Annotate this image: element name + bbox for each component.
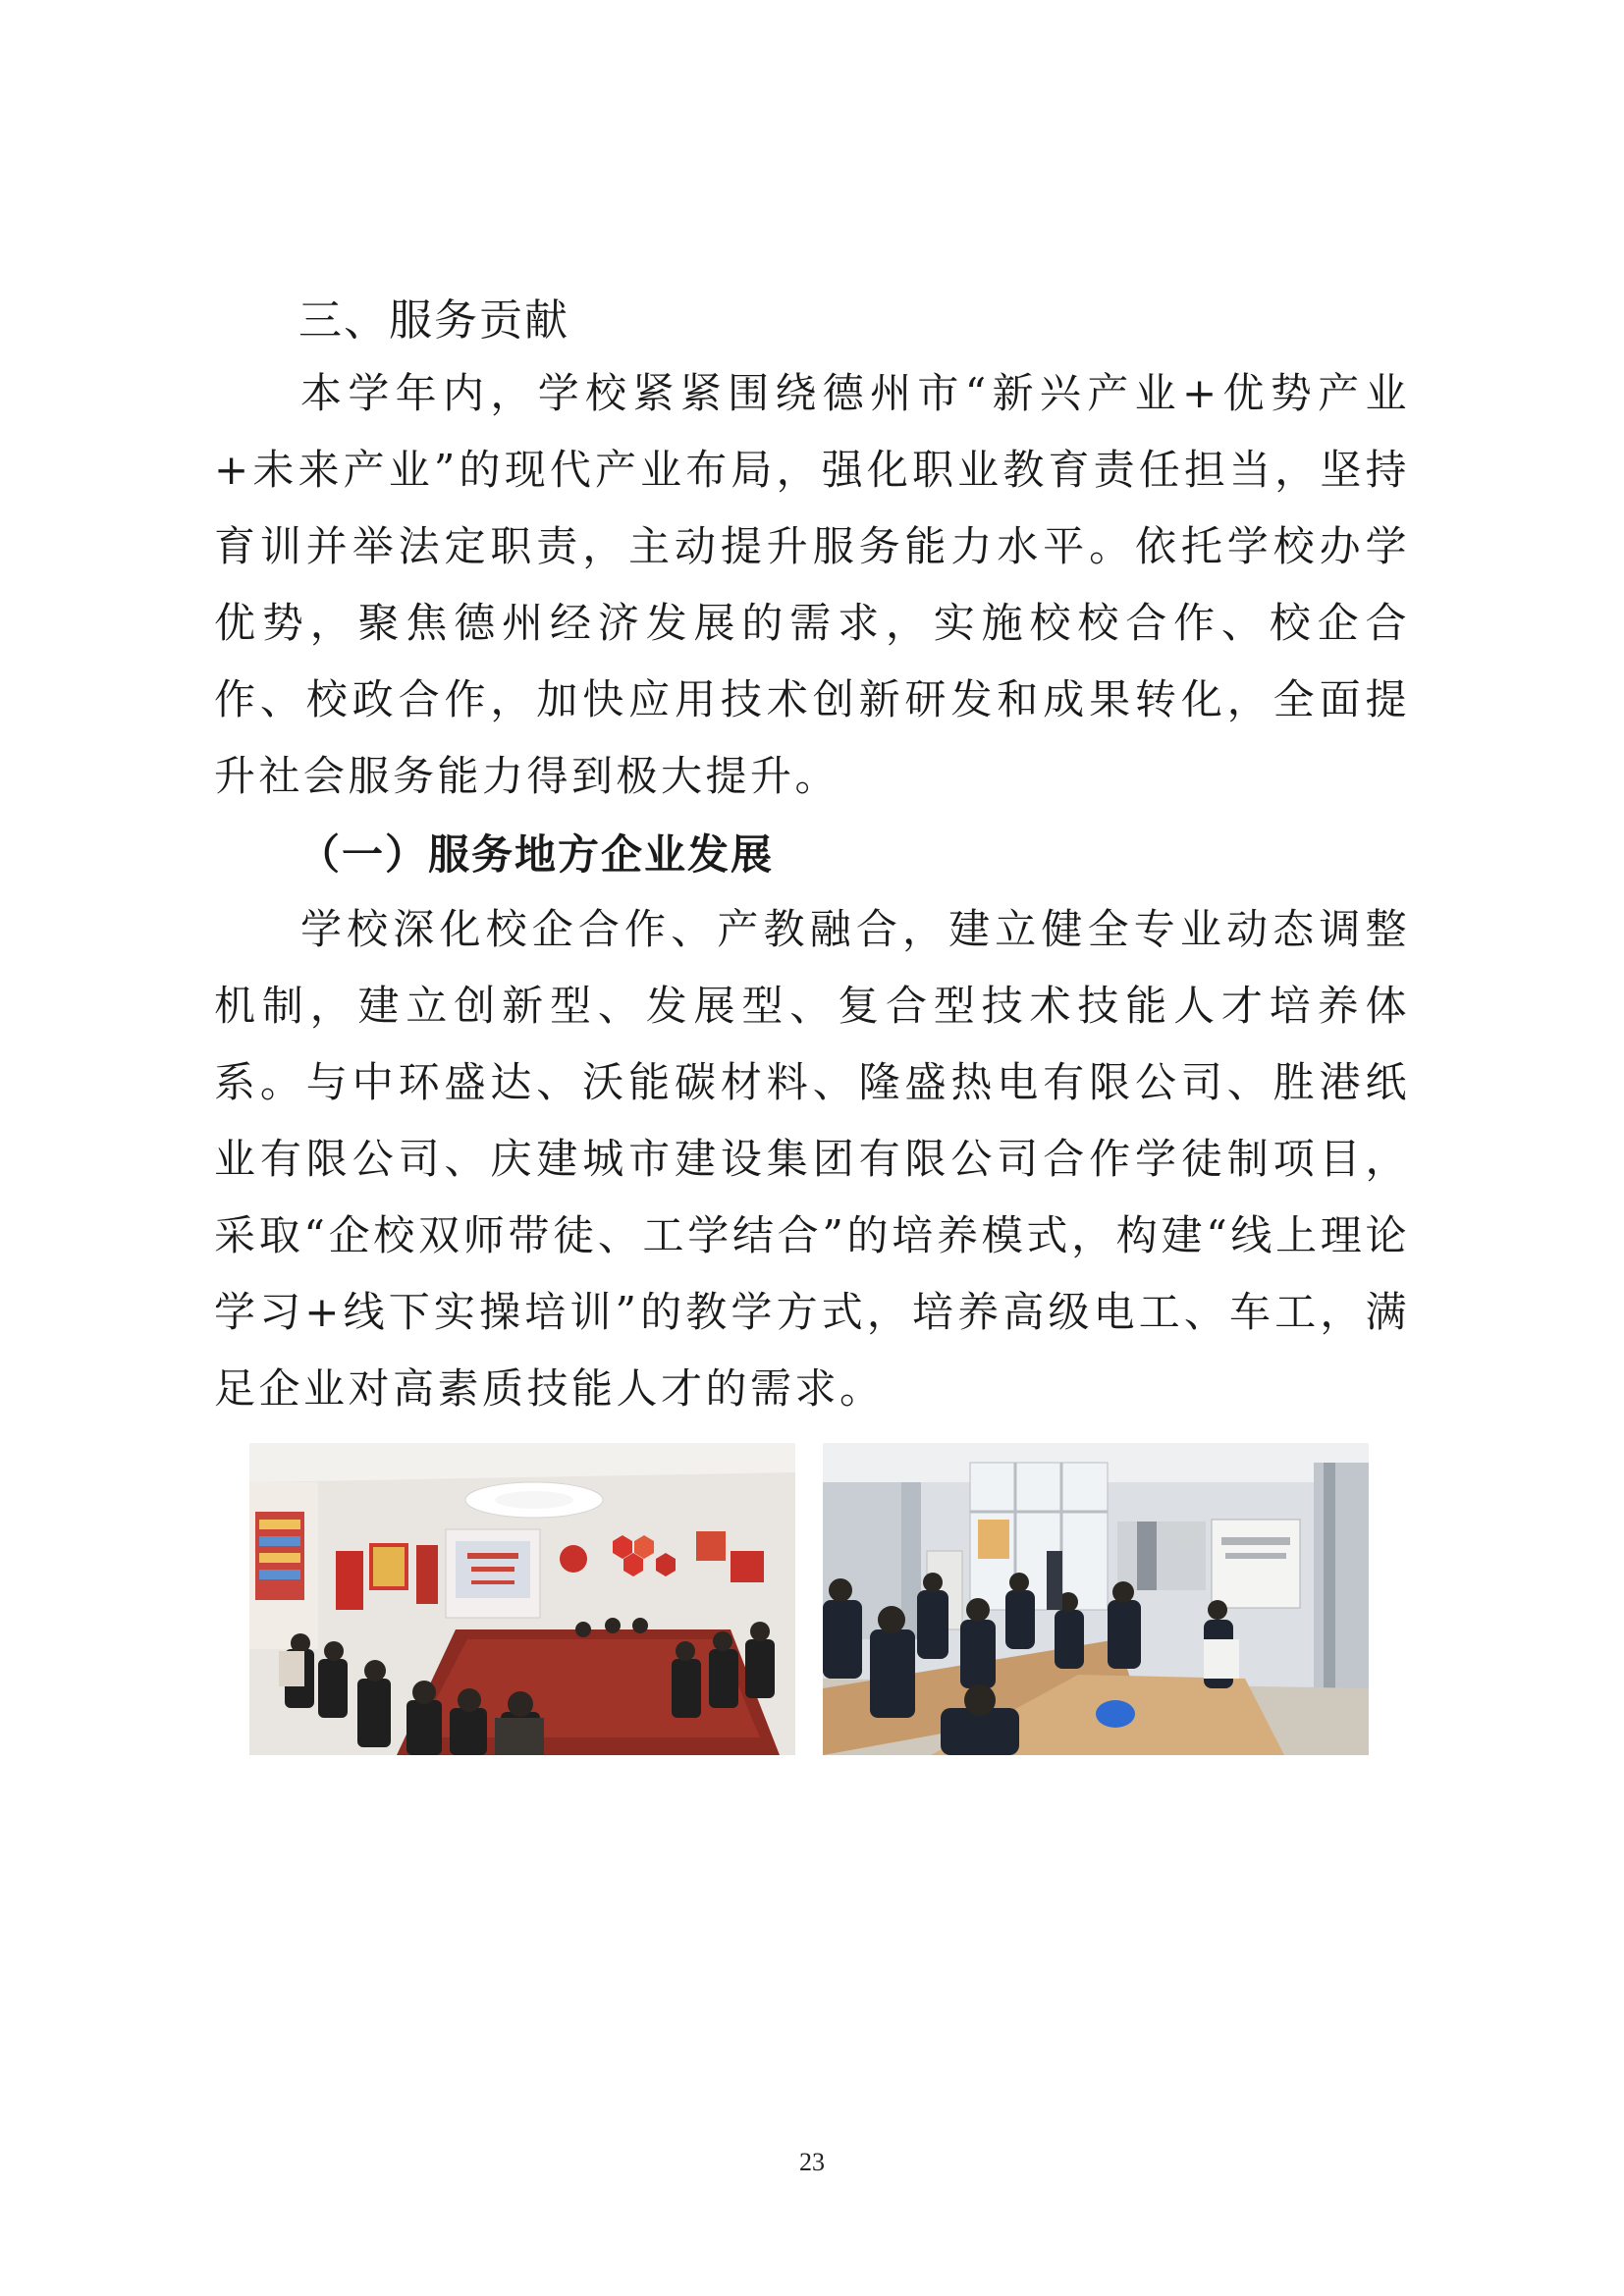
section-intro-paragraph: 本学年内，学校紧紧围绕德州市“新兴产业+优势产业+未来产业”的现代产业布局，强化职业教育责任担当，坚持育训并举法定职责，主动提升服务能力水平。依托学校办学优势，聚焦德州经济发展的需求，实施校校合作、校企合作、校政合作，加快应用技术创新研发和成果转化，全面提升社会服务能力得到极大提升。 [214,369,1410,800]
subsection-heading: （一）服务地方企业发展 [298,830,775,879]
meeting-room-illustration [249,1443,795,1755]
training-hall-illustration [823,1443,1369,1755]
page-number: 23 [799,2148,825,2176]
meeting-room-photo [249,1443,795,1755]
section-heading: 三、服务贡献 [298,295,569,346]
subsection-body-paragraph: 学校深化校企合作、产教融合，建立健全专业动态调整机制，建立创新型、发展型、复合型技术技能人才培养体系。与中环盛达、沃能碳材料、隆盛热电有限公司、胜港纸业有限公司、庆建城市建设集团有限公司合作学徒制项目，采取“企校双师带徒、工学结合”的培养模式，构建“线上理论学习+线下实操培训”的教学方式，培养高级电工、车工，满足企业对高素质技能人才的需求。 [214,905,1410,1413]
training-hall-photo [823,1443,1369,1755]
